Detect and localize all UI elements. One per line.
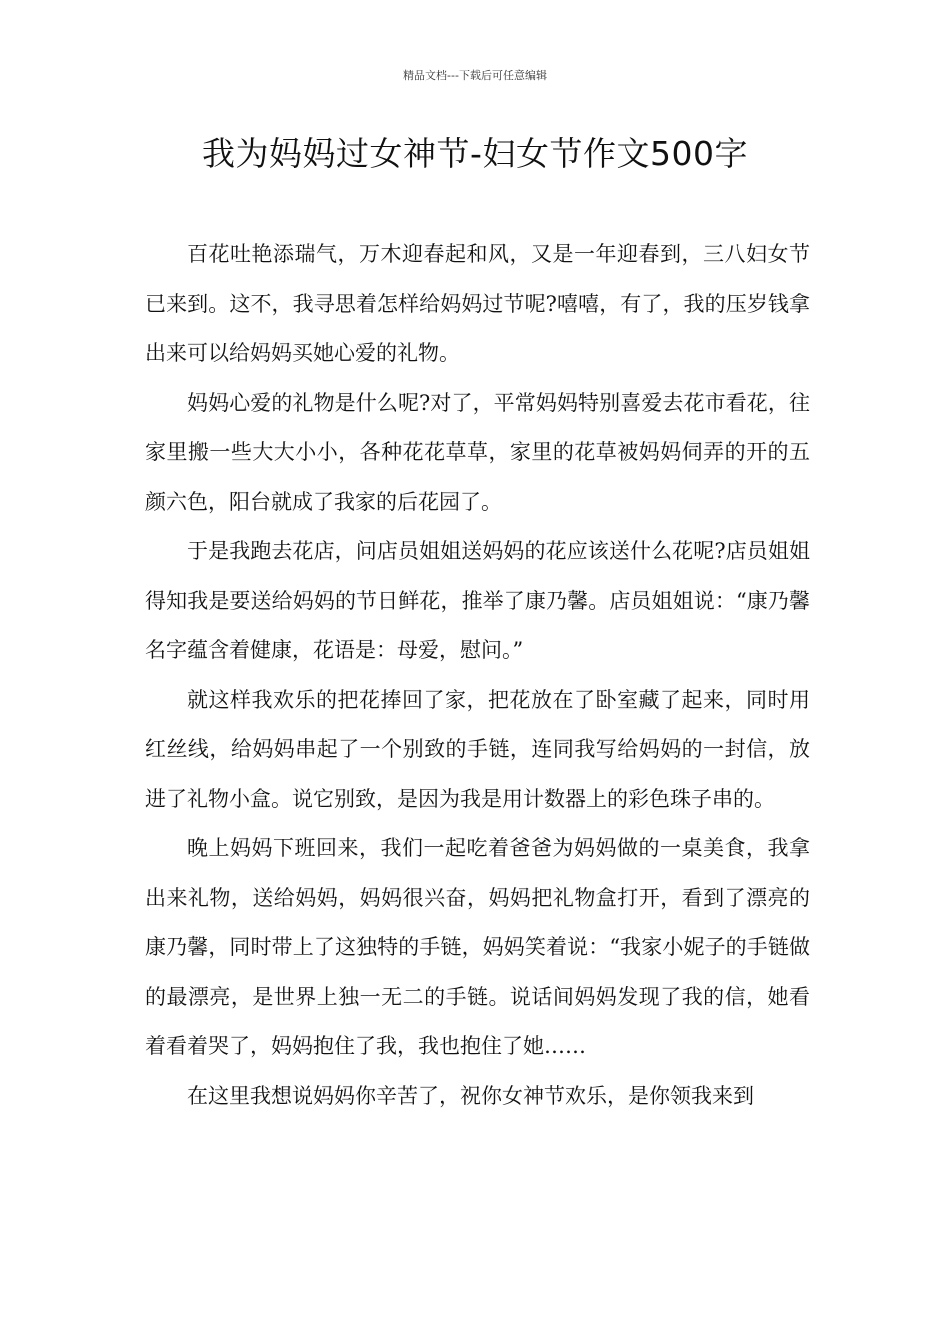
paragraph-5: 晚上妈妈下班回来，我们一起吃着爸爸为妈妈做的一桌美食，我拿出来礼物，送给妈妈，妈妈很兴奋，妈妈把礼物盒打开，看到了漂亮的康乃馨，同时带上了这独特的手链，妈妈笑着说：“我家小妮子的手链做的最漂亮，是世界上独一无二的手链。说话间妈妈发现了我的信，她看着看着哭了，妈妈抱住了我，我也抱住了她…… (145, 836, 810, 1058)
page-header: 精品文档---下载后可任意编辑 (403, 69, 547, 82)
paragraph-1: 百花吐艳添瑞气，万木迎春起和风，又是一年迎春到，三八妇女节已来到。这不，我寻思着怎样给妈妈过节呢?嘻嘻，有了，我的压岁钱拿出来可以给妈妈买她心爱的礼物。 (145, 242, 810, 365)
paragraph-2: 妈妈心爱的礼物是什么呢?对了，平常妈妈特别喜爱去花市看花，往家里搬一些大大小小，各种花花草草，家里的花草被妈妈伺弄的开的五颜六色，阳台就成了我家的后花园了。 (145, 390, 810, 514)
paragraph-4: 就这样我欢乐的把花捧回了家，把花放在了卧室藏了起来，同时用红丝线，给妈妈串起了一个别致的手链，连同我写给妈妈的一封信，放进了礼物小盒。说它别致，是因为我是用计数器上的彩色珠子串的。 (145, 687, 810, 811)
document-title: 我为妈妈过女神节-妇女节作文500字 (202, 134, 748, 173)
paragraph-6: 在这里我想说妈妈你辛苦了，祝你女神节欢乐，是你领我来到 (187, 1083, 754, 1108)
paragraph-3: 于是我跑去花店，问店员姐姐送妈妈的花应该送什么花呢?店员姐姐得知我是要送给妈妈的节日鲜花，推举了康乃馨。店员姐姐说：“康乃馨名字蕴含着健康，花语是：母爱，慰问。” (145, 539, 810, 662)
article-body (145, 230, 810, 1121)
